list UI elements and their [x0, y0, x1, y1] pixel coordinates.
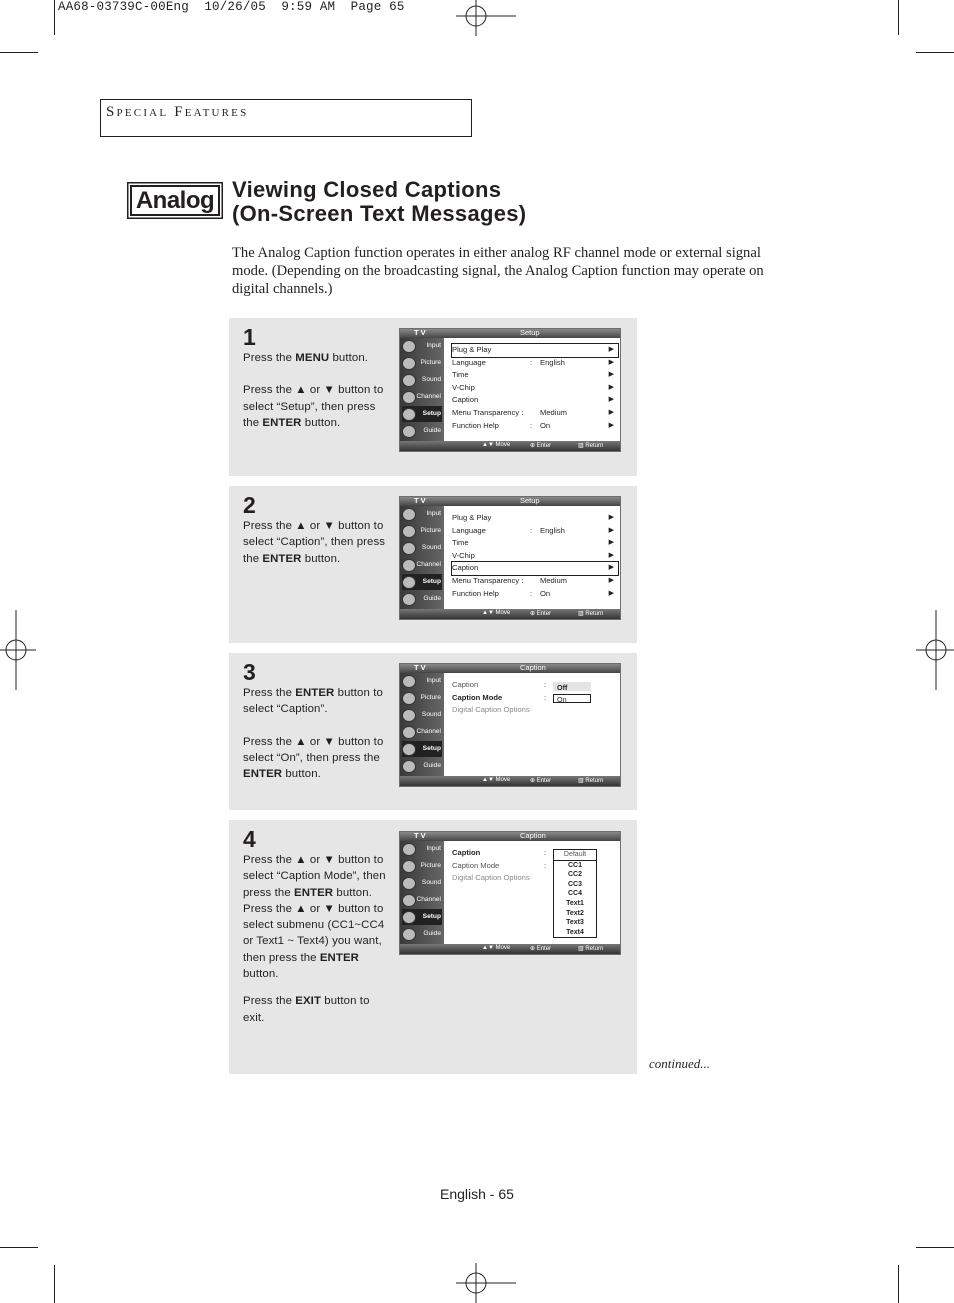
osd-side-label: Channel [416, 561, 441, 568]
osd-hint-enter [530, 945, 551, 952]
osd-menu-colon: : [544, 848, 547, 857]
osd-side-label: Input [426, 845, 441, 852]
osd-hint-label: Move [495, 945, 511, 951]
osd-menu-value: English [540, 525, 565, 535]
enter-icon: ⊕ [530, 778, 537, 784]
button-name: ENTER [262, 552, 302, 565]
registration-mark [456, 1263, 516, 1303]
osd-side-item-channel [402, 557, 442, 573]
osd-menu-label: Caption [452, 680, 479, 689]
osd-menu-value: English [540, 357, 565, 367]
channel-icon [402, 726, 416, 739]
osd-menu-row [452, 550, 618, 563]
osd-side-label: Guide [423, 595, 441, 602]
osd-sidebar [400, 506, 444, 609]
osd-menu-label: Caption Mode [452, 860, 500, 870]
button-name: ENTER [294, 886, 334, 899]
chevron-right-icon: ▶ [608, 396, 614, 404]
osd-side-item-picture [402, 523, 442, 539]
osd-side-label: Setup [422, 913, 441, 920]
guide-icon [402, 593, 416, 606]
osd-title: Setup [520, 328, 540, 337]
osd-title-bar [400, 832, 620, 841]
osd-side-item-sound [402, 707, 442, 723]
crop-mark [0, 52, 38, 53]
osd-tv-label: T V [414, 496, 426, 505]
crop-mark [898, 1265, 899, 1303]
channel-icon [402, 559, 416, 572]
sound-icon [402, 374, 416, 387]
osd-hint-label: Return [585, 611, 604, 617]
osd-menu-colon: : [530, 588, 533, 598]
osd-hint-label: Return [585, 946, 604, 952]
return-icon: ▥ [578, 946, 586, 952]
osd-bottom-bar [400, 609, 620, 619]
page-title-line2: (On-Screen Text Messages) [232, 201, 527, 226]
osd-menu-label: Function Help [452, 420, 499, 430]
osd-side-item-setup [402, 741, 442, 757]
osd-hint-label: Move [495, 610, 511, 616]
osd-side-label: Channel [416, 896, 441, 903]
osd-menu-value: Medium [540, 575, 568, 585]
crop-mark [916, 52, 954, 53]
step-number: 2 [243, 492, 256, 518]
osd-menu-colon: : [530, 357, 533, 367]
registration-mark [916, 610, 954, 690]
osd-hint-label: Enter [536, 946, 552, 952]
move-icon: ▲▼ [482, 442, 496, 448]
chevron-right-icon: ▶ [608, 383, 614, 391]
enter-icon: ⊕ [530, 443, 537, 449]
osd-side-item-input [402, 673, 442, 689]
osd-menu-value: On [540, 588, 551, 598]
osd-menu-label: Plug & Play [452, 513, 492, 522]
osd-title: Caption [520, 831, 546, 840]
osd-side-item-setup [402, 909, 442, 925]
chevron-right-icon: ▶ [608, 371, 614, 379]
osd-menu-row [452, 369, 618, 382]
osd-menu-row [452, 357, 618, 370]
chevron-right-icon: ▶ [608, 526, 614, 534]
dropdown-option: CC2 [567, 871, 582, 879]
step-number: 3 [243, 659, 256, 685]
setup-icon [402, 911, 416, 924]
osd-hint-label: Return [585, 778, 604, 784]
osd-hint-move [482, 945, 510, 951]
osd-side-label: Input [426, 342, 441, 349]
dropdown-option: Text4 [566, 928, 584, 936]
instruction: Press the ▲ or ▼ button to select “On”, then press the ENTER button. [243, 735, 384, 781]
osd-menu-label: Language [452, 525, 486, 535]
osd-side-item-setup [402, 574, 442, 590]
osd-title: Caption [520, 663, 546, 672]
page-title [232, 178, 526, 226]
chevron-right-icon: ▶ [608, 539, 614, 547]
registration-mark [0, 610, 36, 690]
osd-side-item-guide [402, 591, 442, 607]
chevron-right-icon: ▶ [608, 551, 614, 559]
instruction: Press the MENU button. [243, 352, 369, 364]
osd-side-label: Input [426, 677, 441, 684]
page-title-line1: Viewing Closed Captions [232, 177, 502, 202]
osd-hint-label: Enter [536, 778, 552, 784]
osd-title: Setup [520, 496, 540, 505]
continued-note: continued... [649, 1056, 711, 1071]
chevron-right-icon: ▶ [608, 564, 614, 572]
osd-menu-row [452, 692, 618, 705]
osd-menu [452, 512, 618, 600]
dropdown-option: CC1 [567, 861, 582, 869]
button-name: ENTER [262, 416, 302, 429]
guide-icon [402, 425, 416, 438]
step-1 [229, 318, 637, 476]
chevron-right-icon: ▶ [608, 514, 614, 521]
tv-menu-screen [399, 831, 621, 955]
tv-menu-screen [399, 663, 621, 787]
osd-side-item-guide [402, 926, 442, 942]
chevron-right-icon: ▶ [608, 408, 614, 416]
osd-sidebar [400, 673, 444, 776]
picture-icon [402, 525, 416, 538]
tv-menu-screen [399, 496, 621, 620]
osd-title-bar [400, 497, 620, 506]
osd-hint-enter [530, 610, 551, 617]
osd-menu-label: Caption [452, 395, 479, 405]
osd-side-item-picture [402, 690, 442, 706]
sound-icon [402, 877, 416, 890]
osd-menu-row [452, 679, 618, 692]
osd-side-label: Channel [416, 728, 441, 735]
step-instructions [243, 350, 389, 447]
osd-menu [452, 679, 618, 717]
osd-menu-value: Medium [540, 407, 568, 417]
osd-menu-row [452, 512, 618, 525]
step-3 [229, 653, 637, 810]
setup-icon [402, 576, 416, 589]
step-2 [229, 486, 637, 643]
osd-hint-enter [530, 442, 551, 449]
osd-menu-colon: : [544, 680, 547, 689]
osd-hint-label: Enter [536, 443, 552, 449]
section-title: Special Features [106, 104, 249, 120]
input-icon [402, 340, 416, 353]
osd-side-label: Picture [420, 527, 441, 534]
osd-menu-row [452, 382, 618, 395]
setup-icon [402, 408, 416, 421]
osd-hint-label: Move [495, 442, 511, 448]
osd-sidebar [400, 841, 444, 944]
channel-icon [402, 391, 416, 404]
osd-side-item-picture [402, 858, 442, 874]
osd-side-item-channel [402, 389, 442, 405]
osd-side-item-picture [402, 355, 442, 371]
enter-icon: ⊕ [530, 946, 537, 952]
osd-menu-row [452, 344, 618, 357]
step-number: 4 [243, 826, 256, 852]
guide-icon [402, 760, 416, 773]
osd-side-item-sound [402, 540, 442, 556]
osd-menu-label: Caption [452, 563, 479, 573]
dropdown-option: CC4 [567, 890, 582, 898]
osd-hint-move [482, 442, 510, 448]
chevron-right-icon: ▶ [608, 576, 614, 584]
osd-menu-label: Time [452, 538, 469, 548]
enter-icon: ⊕ [530, 611, 537, 617]
osd-side-item-guide [402, 423, 442, 439]
button-name: EXIT [295, 995, 321, 1008]
return-icon: ▥ [578, 443, 586, 449]
osd-bottom-bar [400, 944, 620, 954]
registration-mark [456, 0, 516, 36]
osd-tv-label: T V [414, 831, 426, 840]
button-name: MENU [295, 352, 330, 364]
osd-hint-return [578, 610, 603, 617]
osd-side-label: Setup [422, 745, 441, 752]
input-icon [402, 675, 416, 688]
setup-icon [402, 743, 416, 756]
intro-paragraph: The Analog Caption function operates in either analog RF channel mode or external signal mode. (Depending on the broadcasting signal, the Analog Caption function may operate on digital channels.) [232, 245, 764, 297]
osd-side-item-setup [402, 406, 442, 422]
osd-menu-row [452, 420, 618, 433]
osd-menu-label: Digital Caption Options [452, 705, 530, 715]
osd-side-label: Input [426, 510, 441, 517]
osd-menu-row [452, 562, 618, 575]
osd-side-label: Setup [422, 578, 441, 585]
osd-bottom-bar [400, 776, 620, 786]
osd-sidebar [400, 338, 444, 441]
osd-tv-label: T V [414, 663, 426, 672]
osd-side-label: Sound [421, 879, 441, 886]
osd-menu-label: Language [452, 357, 486, 367]
tv-menu-screen [399, 328, 621, 452]
button-name: ENTER [295, 687, 335, 699]
osd-menu-label: V-Chip [452, 382, 475, 392]
osd-side-label: Guide [423, 930, 441, 937]
guide-icon [402, 928, 416, 941]
osd-menu-colon: : [544, 860, 547, 870]
button-name: ENTER [243, 768, 283, 781]
osd-hint-move [482, 777, 510, 783]
osd-menu [452, 344, 618, 432]
osd-menu-colon: : [530, 420, 533, 430]
chevron-right-icon: ▶ [608, 346, 614, 353]
osd-side-label: Sound [421, 544, 441, 551]
crop-mark [54, 1265, 55, 1303]
osd-side-label: Sound [421, 376, 441, 383]
caption-option-on: On [553, 694, 591, 703]
osd-menu-label: Caption Mode [452, 692, 503, 702]
chevron-right-icon: ▶ [608, 589, 614, 597]
osd-side-label: Picture [420, 694, 441, 701]
osd-side-item-input [402, 506, 442, 522]
osd-side-label: Guide [423, 427, 441, 434]
osd-menu-row [452, 575, 618, 588]
step-instructions [243, 852, 389, 1042]
osd-menu-row [452, 704, 618, 717]
osd-menu-label: Menu Transparency : [452, 407, 524, 417]
instruction: Press the EXIT button to exit. [243, 995, 370, 1024]
osd-title-bar [400, 664, 620, 673]
osd-menu-colon: : [530, 525, 533, 535]
osd-menu-label: Time [452, 370, 469, 380]
input-icon [402, 843, 416, 856]
return-icon: ▥ [578, 778, 586, 784]
osd-menu-label: Function Help [452, 588, 499, 598]
osd-side-item-guide [402, 758, 442, 774]
osd-side-label: Channel [416, 393, 441, 400]
instruction: Press the ENTER button to select “Caption”. [243, 687, 383, 716]
caption-mode-dropdown [553, 849, 597, 938]
osd-hint-label: Enter [536, 611, 552, 617]
step-number: 1 [243, 324, 256, 350]
crop-mark [916, 1247, 954, 1248]
input-icon [402, 508, 416, 521]
osd-hint-return [578, 945, 603, 952]
osd-tv-label: T V [414, 328, 426, 337]
osd-hint-return [578, 442, 603, 449]
instruction: Press the ▲ or ▼ button to select “Caption Mode”, then press the ENTER button. [243, 854, 386, 899]
instruction: Press the ▲ or ▼ button to select submenu (CC1~CC4 or Text1 ~ Text4) you want, then press the ENTER button. [243, 902, 385, 981]
crop-mark [54, 0, 55, 35]
osd-menu-row [452, 537, 618, 550]
move-icon: ▲▼ [482, 610, 496, 616]
dropdown-option: Default [554, 850, 596, 861]
caption-option-off: Off [553, 682, 591, 691]
osd-side-item-input [402, 841, 442, 857]
sound-icon [402, 709, 416, 722]
osd-menu-row [452, 394, 618, 407]
osd-side-item-channel [402, 724, 442, 740]
osd-side-label: Picture [420, 359, 441, 366]
picture-icon [402, 692, 416, 705]
osd-hint-move [482, 610, 510, 616]
osd-side-label: Picture [420, 862, 441, 869]
osd-side-label: Guide [423, 762, 441, 769]
sound-icon [402, 542, 416, 555]
dropdown-option: Text2 [566, 909, 584, 917]
osd-hint-label: Move [495, 777, 511, 783]
dropdown-option: Text1 [566, 899, 584, 907]
osd-bottom-bar [400, 441, 620, 451]
dropdown-option: CC3 [567, 880, 582, 888]
osd-hint-enter [530, 777, 551, 784]
step-instructions [243, 518, 389, 583]
button-name: ENTER [319, 951, 359, 964]
osd-menu-value: On [540, 420, 551, 430]
osd-side-item-sound [402, 372, 442, 388]
osd-hint-label: Return [585, 443, 604, 449]
osd-title-bar [400, 329, 620, 338]
crop-mark [898, 0, 899, 35]
instruction: Press the ▲ or ▼ button to select “Setup”, then press the ENTER button. [243, 384, 384, 429]
dropdown-option: Text3 [566, 919, 584, 927]
step-4 [229, 820, 637, 1074]
return-icon: ▥ [578, 611, 586, 617]
osd-menu-label: Plug & Play [452, 345, 492, 354]
osd-menu-colon: : [544, 692, 547, 702]
picture-icon [402, 357, 416, 370]
osd-side-label: Setup [422, 410, 441, 417]
osd-menu-label: Menu Transparency : [452, 575, 524, 585]
osd-side-item-channel [402, 892, 442, 908]
chevron-right-icon: ▶ [608, 421, 614, 429]
osd-side-item-sound [402, 875, 442, 891]
osd-side-label: Sound [421, 711, 441, 718]
page-footer: English - 65 [440, 1186, 514, 1202]
analog-badge: Analog [130, 185, 220, 216]
osd-side-item-input [402, 338, 442, 354]
crop-mark [0, 1247, 38, 1248]
print-header: AA68-03739C-00Eng 10/26/05 9:59 AM Page 65 [58, 0, 405, 14]
step-instructions [243, 685, 389, 798]
osd-menu-label: V-Chip [452, 550, 475, 560]
picture-icon [402, 860, 416, 873]
osd-menu-row [452, 588, 618, 601]
channel-icon [402, 894, 416, 907]
chevron-right-icon: ▶ [608, 358, 614, 366]
move-icon: ▲▼ [482, 777, 496, 783]
move-icon: ▲▼ [482, 945, 496, 951]
osd-menu-row [452, 407, 618, 420]
osd-menu-label: Caption [452, 848, 481, 857]
osd-menu-row [452, 525, 618, 538]
osd-hint-return [578, 777, 603, 784]
instruction: Press the ▲ or ▼ button to select “Caption”, then press the ENTER button. [243, 520, 386, 565]
osd-menu-label: Digital Caption Options [452, 873, 530, 883]
